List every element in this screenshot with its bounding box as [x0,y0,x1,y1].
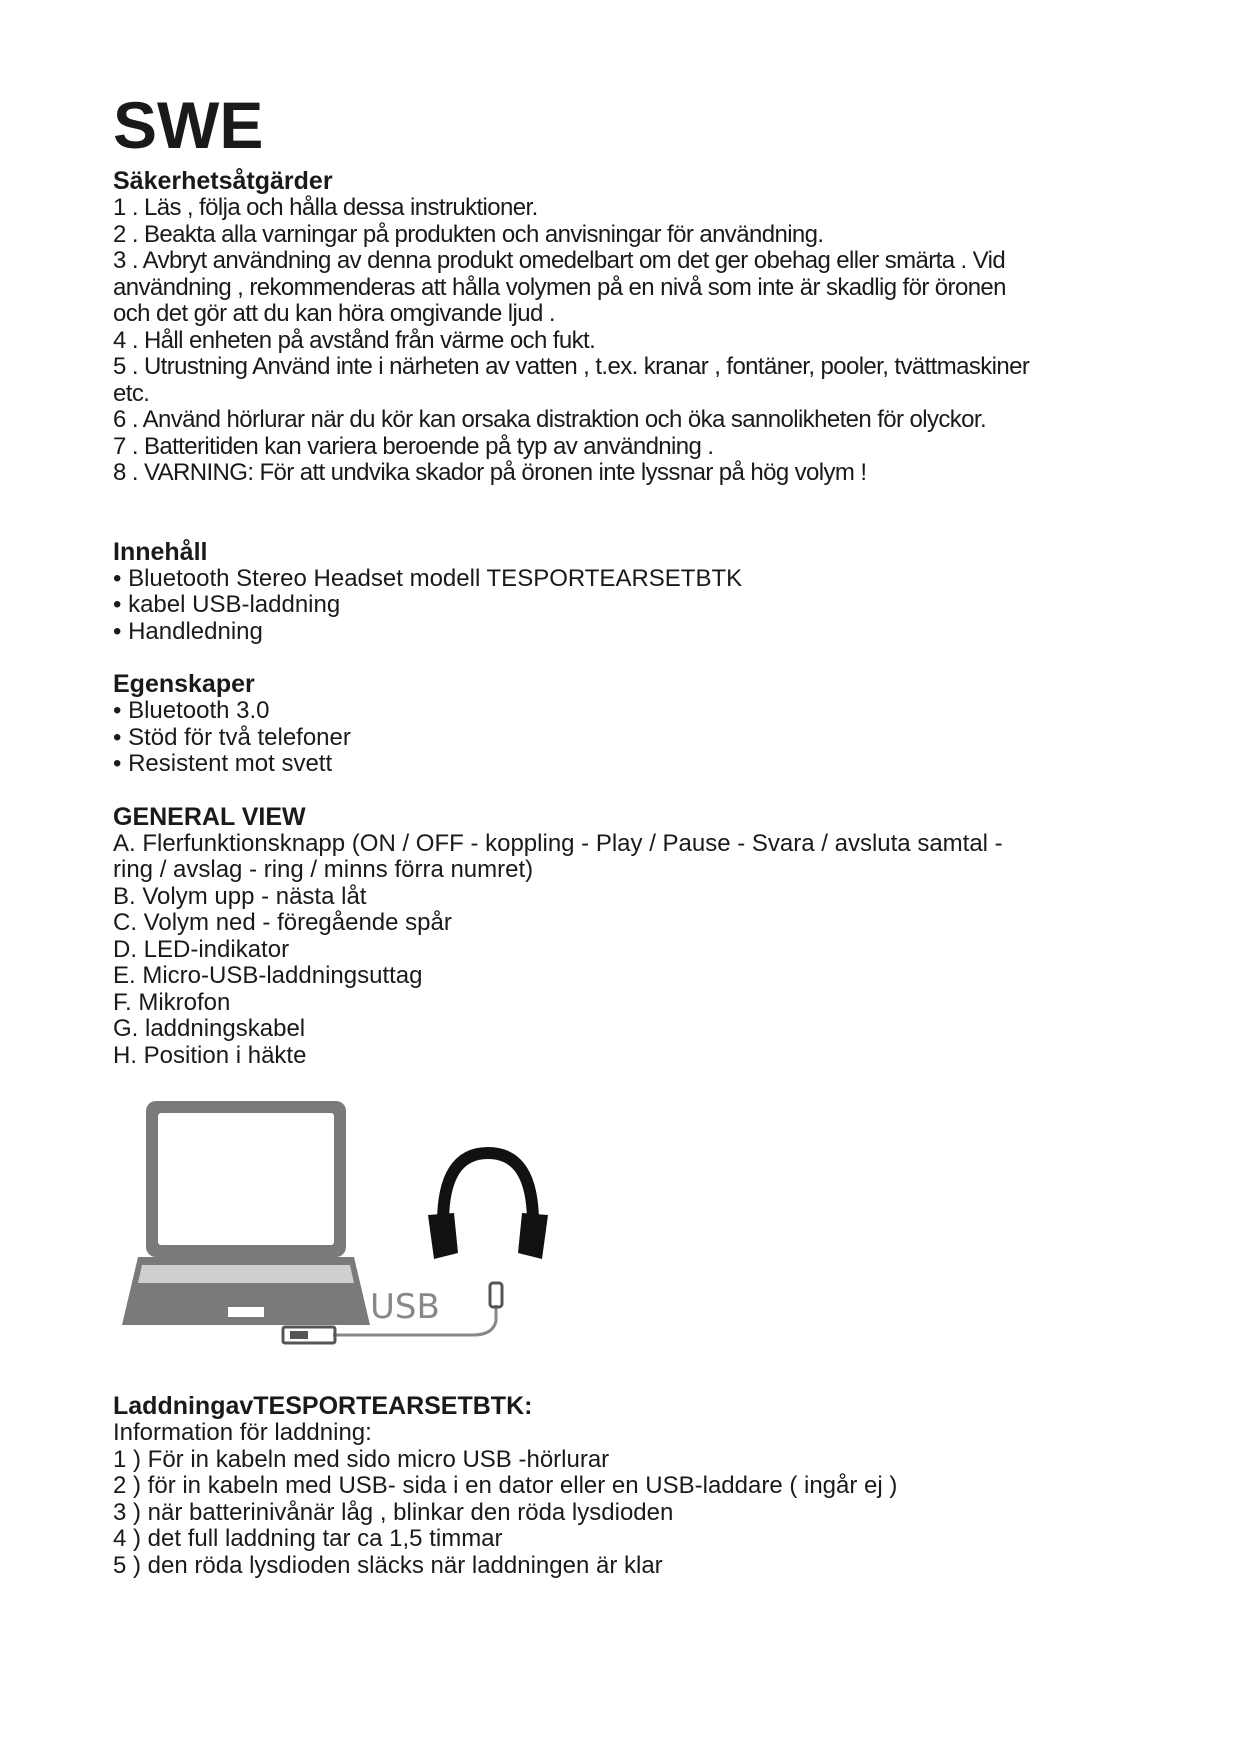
list-item: 3 . Avbryt användning av denna produkt omedelbart om det ger obehag eller smärta . Vid [113,247,1006,274]
list-item: 7 . Batteritiden kan variera beroende på typ av användning . [113,432,714,460]
safety-section [113,168,1133,487]
contents-list [113,566,1133,646]
list-item: • Handledning [113,617,263,645]
contents-section [113,539,1133,646]
list-item: 2 . Beakta alla varningar på produkten och anvisningar för användning. [113,220,824,248]
list-item: • kabel USB-laddning [113,591,341,618]
general-view-list [113,831,1133,1070]
list-item: D. LED-indikator [113,935,290,963]
list-item: • Resistent mot svett [113,750,333,777]
list-item: 3 ) när batterinivånär låg , blinkar den röda lysdioden [113,1498,674,1526]
features-section [113,671,1133,778]
list-item: E. Micro-USB-laddningsuttag [113,962,423,989]
list-item: A. Flerfunktionsknapp (ON / OFF - koppling - Play / Pause - Svara / avsluta samtal - [113,829,1003,857]
laptop-icon [122,1101,370,1325]
list-item: 4 . Håll enheten på avstånd från värme och fukt. [113,326,596,354]
list-item: etc. [113,379,150,407]
list-item: C. Volym ned - föregående spår [113,909,452,936]
list-item: 6 . Använd hörlurar när du kör kan orsaka distraktion och öka sannolikheten för olyckor. [113,406,987,433]
language-title: SWE [113,88,264,162]
charging-heading: LaddningavTESPORTEARSETBTK: [113,1392,533,1420]
list-item: och det gör att du kan höra omgivande ljud . [113,300,555,327]
list-item: • Bluetooth Stereo Headset modell TESPORTEARSETBTK [113,564,743,592]
list-item: G. laddningskabel [113,1015,306,1042]
manual-page [113,88,1133,1579]
charging-illustration [118,1093,618,1373]
list-item: 5 ) den röda lysdioden släcks när laddningen är klar [113,1551,663,1579]
list-item: • Stöd för två telefoner [113,723,351,751]
headphones-icon [428,1153,548,1259]
charging-list [113,1420,1133,1579]
list-item: 1 . Läs , följa och hålla dessa instruktioner. [113,194,538,221]
features-heading: Egenskaper [113,670,255,698]
general-view-heading: GENERAL VIEW [113,802,306,831]
list-item: 5 . Utrustning Använd inte i närheten av vatten , t.ex. kranar , fontäner, pooler, tvättmaskiner [113,353,1030,380]
spacer [113,487,1133,539]
charging-section [113,1393,1133,1579]
spacer [113,645,1133,671]
list-item: F. Mikrofon [113,988,231,1016]
contents-heading: Innehåll [113,537,208,566]
safety-heading: Säkerhetsåtgärder [113,167,333,195]
list-item: • Bluetooth 3.0 [113,697,270,724]
list-item: användning , rekommenderas att hålla volymen på en nivå som inte är skadlig för öronen [113,273,1006,301]
features-list [113,698,1133,778]
list-item: 1 ) För in kabeln med sido micro USB -hörlurar [113,1445,610,1473]
list-item: 8 . VARNING: För att undvika skador på öronen inte lyssnar på hög volym ! [113,459,867,486]
list-item: B. Volym upp - nästa låt [113,882,367,910]
safety-list [113,195,1133,487]
general-view-section [113,804,1133,1070]
charging-subheading: Information för laddning: [113,1419,372,1446]
list-item: ring / avslag - ring / minns förra numret) [113,856,534,883]
list-item: H. Position i häkte [113,1041,307,1069]
charging-illustration-svg [118,1093,618,1373]
spacer [113,778,1133,804]
usb-label: USB [370,1287,440,1327]
list-item: 2 ) för in kabeln med USB- sida i en dator eller en USB-laddare ( ingår ej ) [113,1472,898,1499]
list-item: 4 ) det full laddning tar ca 1,5 timmar [113,1525,503,1552]
